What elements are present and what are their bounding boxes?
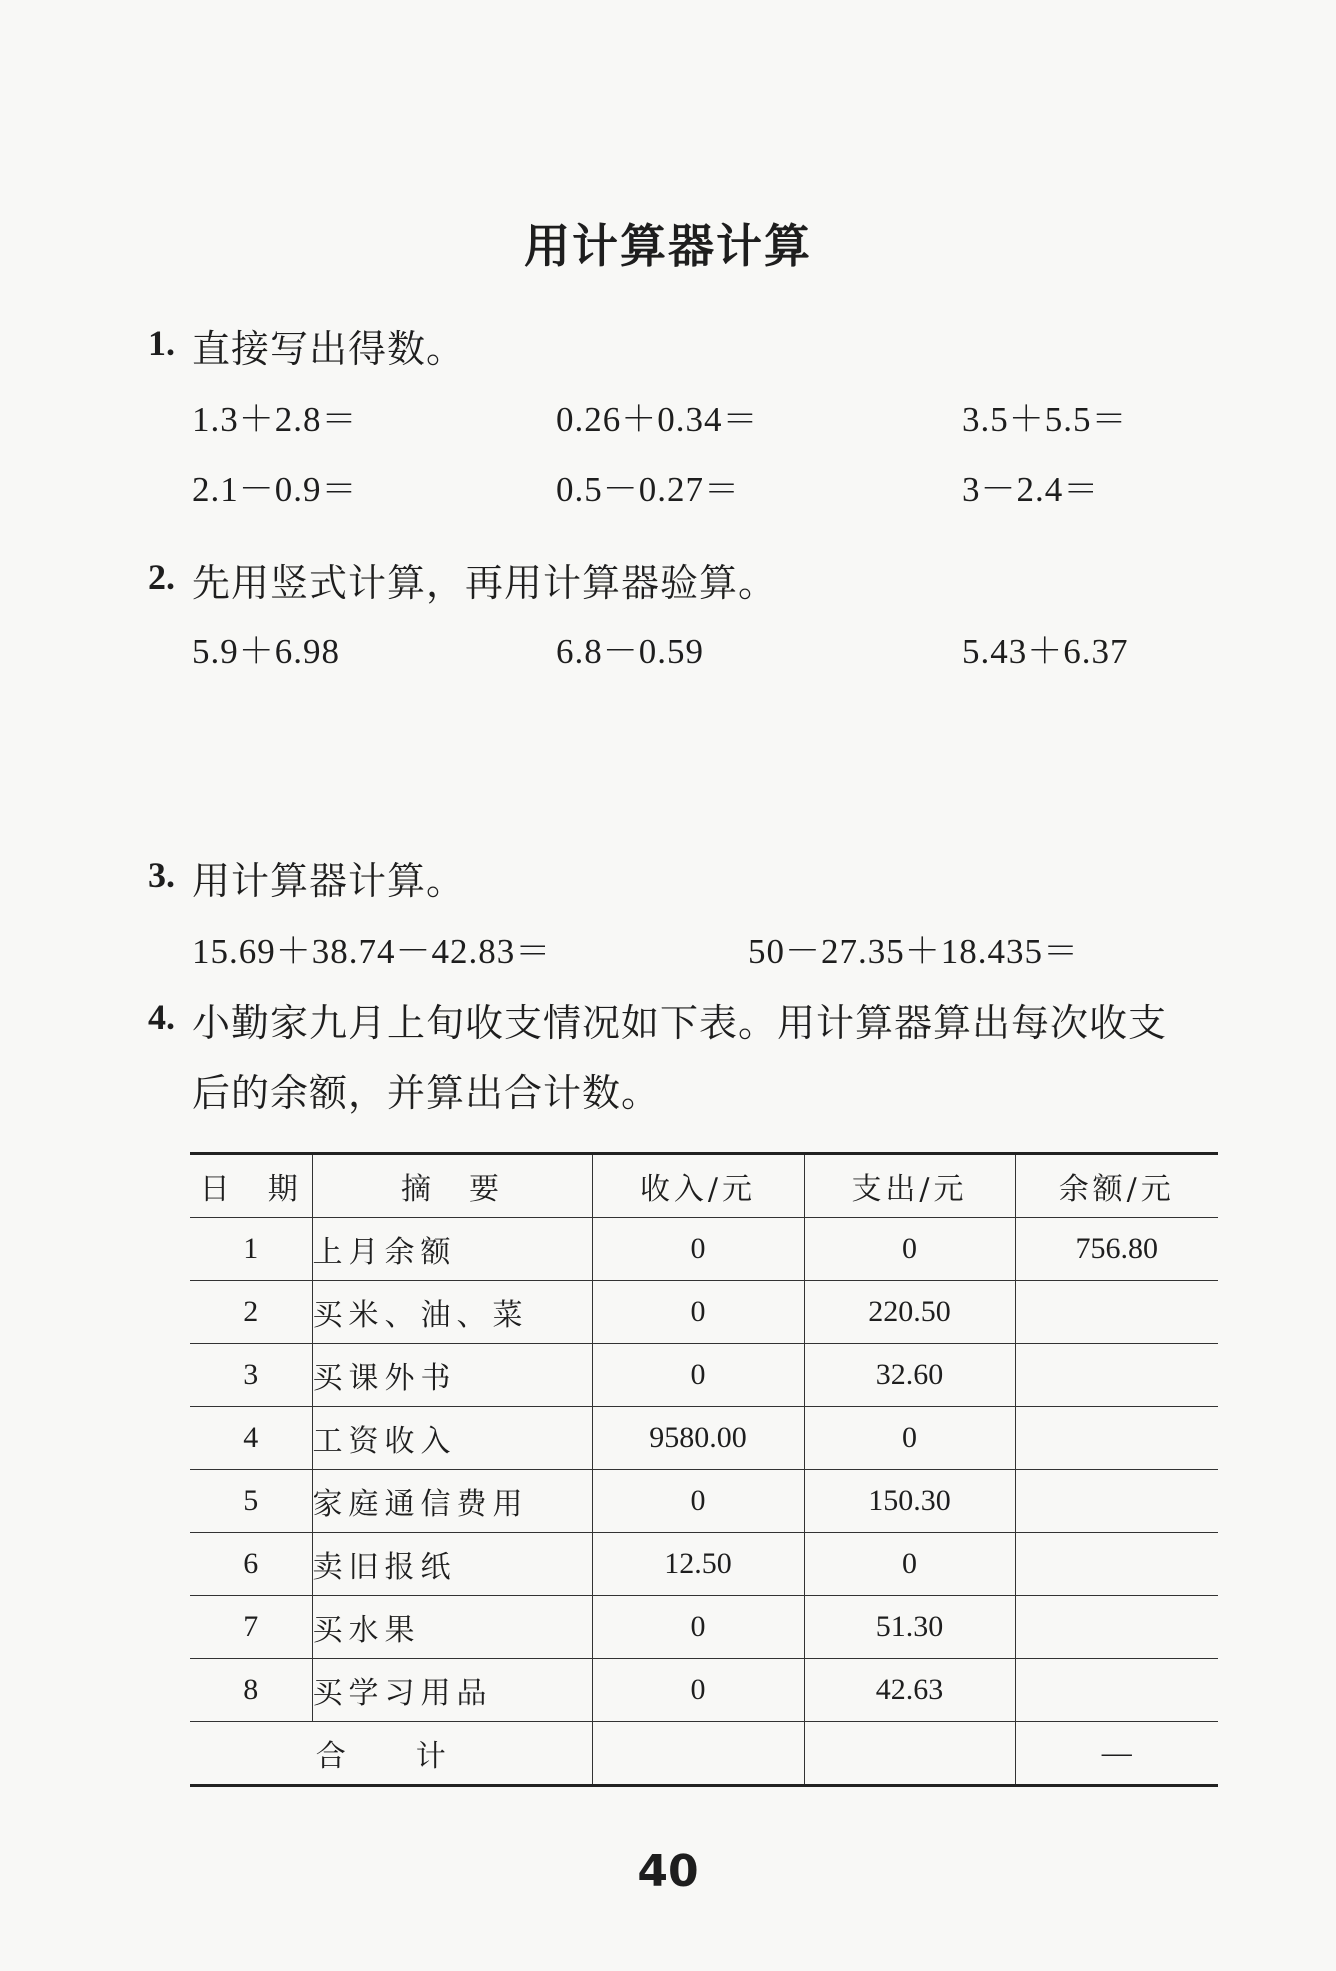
cell-expense: 220.50	[804, 1281, 1015, 1344]
header-summary: 摘 要	[312, 1154, 592, 1218]
q1-expression: 3.5＋5.5＝	[962, 400, 1128, 439]
cell-date: 5	[190, 1470, 312, 1533]
cell-balance[interactable]	[1015, 1470, 1218, 1533]
question-3-text: 用计算器计算。	[192, 859, 466, 903]
q1-expression: 0.26＋0.34＝	[556, 400, 759, 439]
cell-summary: 上月余额	[312, 1218, 592, 1281]
question-4-number: 4.	[148, 997, 175, 1037]
cell-expense: 0	[804, 1407, 1015, 1470]
cell-income: 0	[592, 1470, 804, 1533]
cell-income: 0	[592, 1218, 804, 1281]
cell-income: 0	[592, 1344, 804, 1407]
q1-expression: 0.5－0.27＝	[556, 470, 741, 509]
cell-expense: 51.30	[804, 1596, 1015, 1659]
cell-summary: 卖旧报纸	[312, 1533, 592, 1596]
question-2-text: 先用竖式计算，再用计算器验算。	[192, 561, 778, 605]
cell-summary: 买课外书	[312, 1344, 592, 1407]
table-row	[190, 1470, 1218, 1533]
page-title: 用计算器计算	[524, 219, 812, 273]
cell-summary: 买米、油、菜	[312, 1281, 592, 1344]
cell-income: 12.50	[592, 1533, 804, 1596]
cell-date: 4	[190, 1407, 312, 1470]
cell-date: 7	[190, 1596, 312, 1659]
cell-balance[interactable]	[1015, 1281, 1218, 1344]
cell-summary: 买学习用品	[312, 1659, 592, 1722]
table-row	[190, 1659, 1218, 1722]
table-row	[190, 1281, 1218, 1344]
cell-expense: 32.60	[804, 1344, 1015, 1407]
cell-balance[interactable]	[1015, 1596, 1218, 1659]
q3-expression: 15.69＋38.74－42.83＝	[192, 932, 552, 971]
cell-income: 0	[592, 1281, 804, 1344]
header-expense: 支出/元	[804, 1154, 1015, 1218]
q1-expression: 2.1－0.9＝	[192, 470, 358, 509]
cell-expense: 0	[804, 1218, 1015, 1281]
income-expense-table	[190, 1152, 1218, 1787]
cell-date: 6	[190, 1533, 312, 1596]
table-row	[190, 1596, 1218, 1659]
question-1-number: 1.	[148, 323, 175, 363]
question-1-text: 直接写出得数。	[192, 327, 466, 371]
header-balance: 余额/元	[1015, 1154, 1218, 1218]
cell-expense: 0	[804, 1533, 1015, 1596]
q2-expression: 5.43＋6.37	[962, 632, 1129, 671]
header-income: 收入/元	[592, 1154, 804, 1218]
cell-balance: 756.80	[1015, 1218, 1218, 1281]
cell-balance[interactable]	[1015, 1344, 1218, 1407]
total-label: 合 计	[190, 1722, 592, 1786]
cell-date: 1	[190, 1218, 312, 1281]
question-4-text-line2: 后的余额，并算出合计数。	[192, 1071, 661, 1115]
question-3-number: 3.	[148, 855, 175, 895]
cell-expense: 150.30	[804, 1470, 1015, 1533]
total-balance: —	[1015, 1722, 1218, 1786]
q1-expression: 3－2.4＝	[962, 470, 1100, 509]
table-total-row	[190, 1722, 1218, 1786]
cell-balance[interactable]	[1015, 1533, 1218, 1596]
cell-summary: 家庭通信费用	[312, 1470, 592, 1533]
total-expense[interactable]	[804, 1722, 1015, 1786]
cell-date: 3	[190, 1344, 312, 1407]
cell-date: 2	[190, 1281, 312, 1344]
table-header-row	[190, 1154, 1218, 1218]
cell-income: 0	[592, 1596, 804, 1659]
page-number: 40	[637, 1846, 699, 1897]
table-row	[190, 1533, 1218, 1596]
cell-expense: 42.63	[804, 1659, 1015, 1722]
q1-expression: 1.3＋2.8＝	[192, 400, 358, 439]
cell-balance[interactable]	[1015, 1407, 1218, 1470]
q2-expression: 6.8－0.59	[556, 632, 705, 671]
q2-expression: 5.9＋6.98	[192, 632, 341, 671]
question-4-text-line1: 小勤家九月上旬收支情况如下表。用计算器算出每次收支	[192, 1001, 1168, 1045]
cell-income: 9580.00	[592, 1407, 804, 1470]
cell-summary: 工资收入	[312, 1407, 592, 1470]
cell-date: 8	[190, 1659, 312, 1722]
cell-summary: 买水果	[312, 1596, 592, 1659]
table-row	[190, 1344, 1218, 1407]
cell-income: 0	[592, 1659, 804, 1722]
header-date: 日 期	[190, 1154, 312, 1218]
table-row	[190, 1407, 1218, 1470]
question-2-number: 2.	[148, 557, 175, 597]
q3-expression: 50－27.35＋18.435＝	[748, 932, 1080, 971]
table-row	[190, 1218, 1218, 1281]
cell-balance[interactable]	[1015, 1659, 1218, 1722]
total-income[interactable]	[592, 1722, 804, 1786]
